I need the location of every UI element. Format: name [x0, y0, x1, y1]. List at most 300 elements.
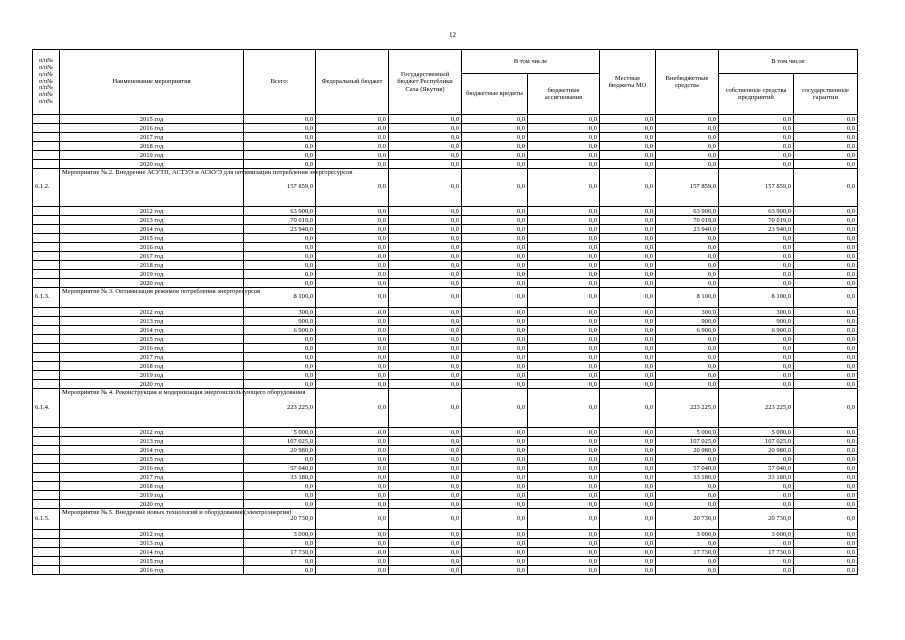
amount-cell: 0,0 — [462, 142, 528, 151]
amount-cell: 33 180,0 — [656, 473, 719, 482]
row-number — [33, 279, 60, 288]
amount-cell: 157 859,0 — [244, 169, 316, 207]
amount-cell: 0,0 — [462, 371, 528, 380]
row-number — [33, 115, 60, 124]
amount-cell: 0,0 — [244, 160, 316, 169]
year-label: 2015 год — [60, 234, 244, 243]
amount-cell: 0,0 — [462, 530, 528, 539]
year-label: 2016 год — [60, 464, 244, 473]
amount-cell: 0,0 — [794, 437, 858, 446]
year-label: 2012 год — [60, 530, 244, 539]
amount-cell: 0,0 — [462, 539, 528, 548]
year-row — [33, 252, 858, 261]
amount-cell: 0,0 — [389, 344, 462, 353]
state-budget-column-header: Государственный бюджет Республики Саха (Якутия) — [389, 50, 462, 115]
amount-cell: 0,0 — [656, 491, 719, 500]
amount-cell: 0,0 — [794, 317, 858, 326]
year-label: 2017 год — [60, 473, 244, 482]
amount-cell: 0,0 — [316, 160, 389, 169]
amount-cell: 0,0 — [600, 115, 656, 124]
amount-cell: 0,0 — [316, 279, 389, 288]
year-label: 2012 год — [60, 308, 244, 317]
amount-cell: 0,0 — [244, 539, 316, 548]
amount-cell: 23 940,0 — [656, 225, 719, 234]
amount-cell: 57 040,0 — [244, 464, 316, 473]
amount-cell: 0,0 — [316, 115, 389, 124]
amount-cell: 0,0 — [316, 509, 389, 530]
year-row — [33, 455, 858, 464]
year-row — [33, 446, 858, 455]
year-label: 2016 год — [60, 344, 244, 353]
amount-cell: 63 900,0 — [244, 207, 316, 216]
amount-cell: 0,0 — [600, 380, 656, 389]
amount-cell: 0,0 — [389, 225, 462, 234]
activity-row — [33, 288, 858, 308]
amount-cell: 0,0 — [462, 207, 528, 216]
row-number — [33, 455, 60, 464]
amount-cell: 0,0 — [462, 279, 528, 288]
amount-cell: 0,0 — [719, 151, 794, 160]
amount-cell: 0,0 — [528, 530, 600, 539]
amount-cell: 0,0 — [316, 566, 389, 575]
amount-cell: 0,0 — [794, 539, 858, 548]
amount-cell: 0,0 — [794, 491, 858, 500]
amount-cell: 0,0 — [244, 371, 316, 380]
amount-cell: 0,0 — [316, 428, 389, 437]
row-number: 6.1.3. — [33, 288, 60, 308]
amount-cell: 0,0 — [528, 142, 600, 151]
number-header-label: п/п№ — [39, 64, 53, 71]
amount-cell: 0,0 — [316, 308, 389, 317]
amount-cell: 0,0 — [462, 509, 528, 530]
amount-cell: 0,0 — [389, 428, 462, 437]
amount-cell: 0,0 — [244, 362, 316, 371]
amount-cell: 0,0 — [389, 160, 462, 169]
amount-cell: 0,0 — [794, 308, 858, 317]
amount-cell: 107 025,0 — [656, 437, 719, 446]
year-row — [33, 115, 858, 124]
amount-cell: 0,0 — [600, 317, 656, 326]
amount-cell: 0,0 — [316, 389, 389, 428]
amount-cell: 0,0 — [244, 353, 316, 362]
amount-cell: 0,0 — [528, 279, 600, 288]
amount-cell: 0,0 — [794, 464, 858, 473]
year-label: 2015 год — [60, 115, 244, 124]
amount-cell: 0,0 — [244, 234, 316, 243]
amount-cell: 0,0 — [389, 509, 462, 530]
amount-cell: 0,0 — [794, 530, 858, 539]
amount-cell: 0,0 — [719, 160, 794, 169]
year-label: 2015 год — [60, 557, 244, 566]
amount-cell: 0,0 — [719, 353, 794, 362]
row-number — [33, 261, 60, 270]
amount-cell: 0,0 — [656, 539, 719, 548]
amount-cell: 0,0 — [316, 473, 389, 482]
year-row — [33, 308, 858, 317]
funding-table — [32, 49, 858, 575]
amount-cell: 0,0 — [389, 362, 462, 371]
amount-cell: 0,0 — [244, 270, 316, 279]
amount-cell: 0,0 — [389, 270, 462, 279]
amount-cell: 0,0 — [462, 216, 528, 225]
year-row — [33, 207, 858, 216]
total-column-header: Всего: — [244, 50, 316, 115]
amount-cell: 0,0 — [316, 124, 389, 133]
year-label: 2015 год — [60, 335, 244, 344]
amount-cell: 0,0 — [794, 270, 858, 279]
amount-cell: 0,0 — [794, 509, 858, 530]
row-number — [33, 216, 60, 225]
row-number — [33, 500, 60, 509]
row-number: 6.1.2. — [33, 169, 60, 207]
amount-cell: 0,0 — [528, 353, 600, 362]
amount-cell: 0,0 — [719, 279, 794, 288]
row-number — [33, 142, 60, 151]
amount-cell: 57 040,0 — [719, 464, 794, 473]
amount-cell: 0,0 — [719, 539, 794, 548]
year-row — [33, 317, 858, 326]
amount-cell: 0,0 — [316, 482, 389, 491]
amount-cell: 300,0 — [719, 308, 794, 317]
year-row — [33, 428, 858, 437]
year-label: 2013 год — [60, 317, 244, 326]
amount-cell: 0,0 — [600, 353, 656, 362]
amount-cell: 0,0 — [462, 557, 528, 566]
year-label: 2012 год — [60, 207, 244, 216]
amount-cell: 0,0 — [316, 539, 389, 548]
amount-cell: 20 980,0 — [719, 446, 794, 455]
amount-cell: 0,0 — [719, 344, 794, 353]
amount-cell: 0,0 — [389, 353, 462, 362]
row-number — [33, 362, 60, 371]
amount-cell: 0,0 — [794, 473, 858, 482]
amount-cell: 0,0 — [316, 353, 389, 362]
year-row — [33, 270, 858, 279]
number-header-label: п/п№ — [39, 71, 53, 78]
amount-cell: 63 900,0 — [719, 207, 794, 216]
amount-cell: 0,0 — [389, 142, 462, 151]
year-label: 2016 год — [60, 243, 244, 252]
amount-cell: 0,0 — [719, 380, 794, 389]
amount-cell: 0,0 — [600, 491, 656, 500]
amount-cell: 0,0 — [600, 482, 656, 491]
amount-cell: 0,0 — [600, 548, 656, 557]
amount-cell: 0,0 — [719, 133, 794, 142]
amount-cell: 0,0 — [389, 389, 462, 428]
year-label: 2012 год — [60, 428, 244, 437]
amount-cell: 0,0 — [794, 482, 858, 491]
amount-cell: 0,0 — [794, 169, 858, 207]
amount-cell: 5 000,0 — [244, 428, 316, 437]
number-header-label: п/п№ — [39, 78, 53, 85]
amount-cell: 0,0 — [794, 362, 858, 371]
amount-cell: 0,0 — [600, 288, 656, 308]
extrabudget-column-header: Внебюджетные средства — [656, 50, 719, 115]
amount-cell: 0,0 — [462, 455, 528, 464]
amount-cell: 0,0 — [656, 270, 719, 279]
row-number — [33, 482, 60, 491]
amount-cell: 0,0 — [316, 207, 389, 216]
amount-cell: 223 225,0 — [719, 389, 794, 428]
amount-cell: 0,0 — [244, 482, 316, 491]
amount-cell: 0,0 — [316, 446, 389, 455]
amount-cell: 0,0 — [389, 491, 462, 500]
row-number — [33, 428, 60, 437]
amount-cell: 0,0 — [462, 151, 528, 160]
amount-cell: 20 730,0 — [244, 509, 316, 530]
amount-cell: 0,0 — [600, 216, 656, 225]
activity-name: Мероприятие № 3. Оптимизация режимов потребления энергоресурсов — [60, 288, 244, 308]
amount-cell: 0,0 — [389, 437, 462, 446]
amount-cell: 0,0 — [462, 252, 528, 261]
year-row — [33, 380, 858, 389]
amount-cell: 0,0 — [462, 428, 528, 437]
amount-cell: 0,0 — [719, 234, 794, 243]
amount-cell: 900,0 — [719, 317, 794, 326]
number-header-label: п/п№ — [39, 57, 53, 64]
year-row — [33, 557, 858, 566]
amount-cell: 0,0 — [656, 557, 719, 566]
amount-cell: 0,0 — [316, 216, 389, 225]
activity-row — [33, 509, 858, 530]
amount-cell: 0,0 — [794, 252, 858, 261]
amount-cell: 0,0 — [656, 234, 719, 243]
amount-cell: 0,0 — [656, 353, 719, 362]
amount-cell: 8 100,0 — [244, 288, 316, 308]
amount-cell: 20 730,0 — [719, 509, 794, 530]
year-row — [33, 243, 858, 252]
amount-cell: 0,0 — [316, 142, 389, 151]
amount-cell: 0,0 — [389, 566, 462, 575]
amount-cell: 0,0 — [462, 225, 528, 234]
year-row — [33, 261, 858, 270]
year-label: 2019 год — [60, 371, 244, 380]
guarantees-column-header: государственные гарантии — [794, 74, 858, 115]
year-row — [33, 353, 858, 362]
amount-cell: 0,0 — [656, 500, 719, 509]
amount-cell: 300,0 — [244, 308, 316, 317]
amount-cell: 0,0 — [656, 279, 719, 288]
amount-cell: 0,0 — [528, 446, 600, 455]
amount-cell: 0,0 — [656, 151, 719, 160]
amount-cell: 20 730,0 — [656, 509, 719, 530]
amount-cell: 0,0 — [316, 464, 389, 473]
amount-cell: 0,0 — [719, 566, 794, 575]
amount-cell: 0,0 — [316, 362, 389, 371]
row-number: 6.1.5. — [33, 509, 60, 530]
amount-cell: 23 940,0 — [719, 225, 794, 234]
amount-cell: 0,0 — [389, 482, 462, 491]
amount-cell: 0,0 — [462, 380, 528, 389]
amount-cell: 0,0 — [462, 464, 528, 473]
year-row — [33, 216, 858, 225]
amount-cell: 57 040,0 — [656, 464, 719, 473]
year-row — [33, 362, 858, 371]
amount-cell: 0,0 — [316, 133, 389, 142]
amount-cell: 0,0 — [719, 115, 794, 124]
amount-cell: 63 900,0 — [656, 207, 719, 216]
amount-cell: 0,0 — [462, 308, 528, 317]
amount-cell: 0,0 — [600, 335, 656, 344]
year-row — [33, 344, 858, 353]
amount-cell: 0,0 — [244, 344, 316, 353]
amount-cell: 0,0 — [528, 151, 600, 160]
amount-cell: 0,0 — [528, 566, 600, 575]
amount-cell: 0,0 — [528, 428, 600, 437]
row-number — [33, 308, 60, 317]
amount-cell: 0,0 — [462, 491, 528, 500]
amount-cell: 0,0 — [316, 371, 389, 380]
amount-cell: 0,0 — [389, 279, 462, 288]
amount-cell: 0,0 — [528, 437, 600, 446]
amount-cell: 8 100,0 — [719, 288, 794, 308]
row-number — [33, 491, 60, 500]
amount-cell: 0,0 — [528, 252, 600, 261]
amount-cell: 5 000,0 — [719, 428, 794, 437]
amount-cell: 0,0 — [600, 225, 656, 234]
amount-cell: 0,0 — [389, 133, 462, 142]
amount-cell: 0,0 — [462, 353, 528, 362]
amount-cell: 0,0 — [528, 455, 600, 464]
amount-cell: 0,0 — [462, 169, 528, 207]
amount-cell: 0,0 — [528, 548, 600, 557]
amount-cell: 70 019,0 — [719, 216, 794, 225]
year-row — [33, 491, 858, 500]
amount-cell: 0,0 — [600, 455, 656, 464]
amount-cell: 0,0 — [656, 142, 719, 151]
amount-cell: 6 900,0 — [656, 326, 719, 335]
amount-cell: 0,0 — [462, 335, 528, 344]
amount-cell: 0,0 — [462, 482, 528, 491]
amount-cell: 0,0 — [389, 169, 462, 207]
amount-cell: 0,0 — [244, 115, 316, 124]
amount-cell: 3 000,0 — [719, 530, 794, 539]
amount-cell: 0,0 — [600, 557, 656, 566]
amount-cell: 0,0 — [244, 557, 316, 566]
name-column-header: Наименование мероприятия — [60, 50, 244, 115]
amount-cell: 157 859,0 — [719, 169, 794, 207]
amount-cell: 0,0 — [600, 437, 656, 446]
amount-cell: 0,0 — [528, 225, 600, 234]
amount-cell: 0,0 — [462, 473, 528, 482]
amount-cell: 0,0 — [794, 133, 858, 142]
amount-cell: 0,0 — [528, 509, 600, 530]
amount-cell: 0,0 — [389, 371, 462, 380]
amount-cell: 0,0 — [244, 124, 316, 133]
amount-cell: 0,0 — [462, 288, 528, 308]
year-label: 2019 год — [60, 270, 244, 279]
amount-cell: 0,0 — [719, 270, 794, 279]
amount-cell: 0,0 — [600, 279, 656, 288]
amount-cell: 0,0 — [462, 362, 528, 371]
amount-cell: 0,0 — [316, 234, 389, 243]
amount-cell: 0,0 — [462, 243, 528, 252]
amount-cell: 33 180,0 — [719, 473, 794, 482]
year-label: 2019 год — [60, 491, 244, 500]
amount-cell: 0,0 — [244, 500, 316, 509]
year-row — [33, 482, 858, 491]
amount-cell: 0,0 — [600, 252, 656, 261]
amount-cell: 20 980,0 — [244, 446, 316, 455]
amount-cell: 0,0 — [462, 548, 528, 557]
amount-cell: 0,0 — [244, 243, 316, 252]
amount-cell: 0,0 — [389, 207, 462, 216]
amount-cell: 0,0 — [528, 389, 600, 428]
amount-cell: 0,0 — [794, 115, 858, 124]
local-budget-column-header: Местные бюджеты МО — [600, 50, 656, 115]
credits-column-header: бюджетные кредиты — [462, 74, 528, 115]
year-row — [33, 473, 858, 482]
amount-cell: 0,0 — [528, 270, 600, 279]
amount-cell: 0,0 — [316, 169, 389, 207]
year-label: 2013 год — [60, 437, 244, 446]
page-number: 12 — [449, 31, 456, 39]
amount-cell: 0,0 — [600, 270, 656, 279]
year-row — [33, 326, 858, 335]
year-row — [33, 539, 858, 548]
year-label: 2017 год — [60, 353, 244, 362]
amount-cell: 0,0 — [316, 530, 389, 539]
amount-cell: 0,0 — [389, 261, 462, 270]
amount-cell: 0,0 — [389, 539, 462, 548]
amount-cell: 0,0 — [528, 539, 600, 548]
year-label: 2013 год — [60, 539, 244, 548]
amount-cell: 0,0 — [600, 207, 656, 216]
amount-cell: 0,0 — [316, 270, 389, 279]
amount-cell: 0,0 — [528, 207, 600, 216]
amount-cell: 0,0 — [528, 216, 600, 225]
amount-cell: 0,0 — [794, 566, 858, 575]
year-label: 2016 год — [60, 124, 244, 133]
amount-cell: 0,0 — [656, 261, 719, 270]
amount-cell: 0,0 — [719, 243, 794, 252]
amount-cell: 0,0 — [600, 539, 656, 548]
year-row — [33, 548, 858, 557]
amount-cell: 0,0 — [462, 566, 528, 575]
amount-cell: 0,0 — [656, 344, 719, 353]
amount-cell: 0,0 — [389, 317, 462, 326]
amount-cell: 0,0 — [528, 124, 600, 133]
amount-cell: 0,0 — [316, 252, 389, 261]
year-label: 2016 год — [60, 566, 244, 575]
year-row — [33, 566, 858, 575]
year-label: 2020 год — [60, 279, 244, 288]
year-row — [33, 160, 858, 169]
amount-cell: 0,0 — [462, 437, 528, 446]
row-number — [33, 464, 60, 473]
amount-cell: 0,0 — [389, 288, 462, 308]
amount-cell: 0,0 — [528, 335, 600, 344]
activity-row — [33, 389, 858, 428]
amount-cell: 0,0 — [316, 557, 389, 566]
amount-cell: 0,0 — [528, 115, 600, 124]
year-row — [33, 124, 858, 133]
amount-cell: 0,0 — [244, 335, 316, 344]
amount-cell: 0,0 — [656, 566, 719, 575]
amount-cell: 0,0 — [794, 279, 858, 288]
amount-cell: 0,0 — [656, 482, 719, 491]
amount-cell: 0,0 — [656, 455, 719, 464]
amount-cell: 0,0 — [600, 566, 656, 575]
amount-cell: 0,0 — [528, 464, 600, 473]
amount-cell: 0,0 — [528, 288, 600, 308]
amount-cell: 5 000,0 — [656, 428, 719, 437]
amount-cell: 0,0 — [389, 115, 462, 124]
amount-cell: 0,0 — [528, 261, 600, 270]
amount-cell: 0,0 — [528, 160, 600, 169]
amount-cell: 0,0 — [719, 455, 794, 464]
amount-cell: 0,0 — [794, 548, 858, 557]
